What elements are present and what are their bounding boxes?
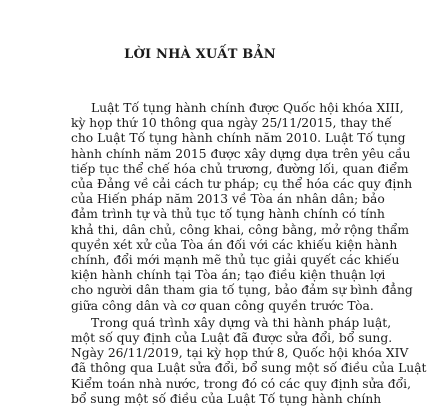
body-line: đã thông qua Luật sửa đổi, bổ sung một số điều của Luật	[71, 361, 427, 376]
body-line: Kiểm toán nhà nước, trong đó có các quy định sửa đổi,	[71, 376, 412, 391]
body-line: khả thi, dân chủ, công khai, công bằng, mở rộng thẩm	[71, 222, 410, 237]
body-line: một số quy định của Luật đã được sửa đổi, bổ sung.	[71, 331, 393, 345]
body-line: Ngày 26/11/2019, tại kỳ họp thứ 8, Quốc hội khóa XIV	[71, 346, 409, 361]
body-line: quyền xét xử của Tòa án đối với các khiếu kiện hành	[71, 237, 398, 252]
body-line: giữa công dân và cơ quan công quyền trước Tòa.	[71, 298, 374, 313]
page-heading: LỜI NHÀ XUẤT BẢN	[124, 47, 276, 62]
body-line: chính, đổi mới mạnh mẽ thủ tục giải quyết các khiếu	[71, 253, 400, 267]
body-line: của Đảng về cải cách tư pháp; cụ thể hóa các quy định	[71, 177, 413, 191]
body-line: tiếp tục thể chế hóa chủ trương, đường lối, quan điểm	[71, 161, 409, 176]
body-line: bổ sung một số điều của Luật Tố tụng hành chính	[71, 391, 382, 406]
body-line: cho Luật Tố tụng hành chính năm 2010. Luật Tố tụng	[71, 131, 406, 146]
body-line: cho người dân tham gia tố tụng, bảo đảm sự bình đẳng	[71, 283, 413, 298]
body-line: kỳ họp thứ 10 thông qua ngày 25/11/2015, thay thế	[71, 116, 392, 131]
body-line: hành chính năm 2015 được xây dựng dựa trên yêu cầu	[71, 146, 411, 161]
body-line: đảm trình tự và thủ tục tố tụng hành chính có tính	[71, 207, 385, 222]
body-line: kiện hành chính tại Tòa án; tạo điều kiện thuận lợi	[71, 268, 386, 283]
body-line: của Hiến pháp năm 2013 về Tòa án nhân dân; bảo	[71, 192, 385, 207]
body-line: Luật Tố tụng hành chính được Quốc hội khóa XIII,	[91, 101, 404, 115]
body-line: Trong quá trình xây dựng và thi hành pháp luật,	[91, 315, 392, 330]
